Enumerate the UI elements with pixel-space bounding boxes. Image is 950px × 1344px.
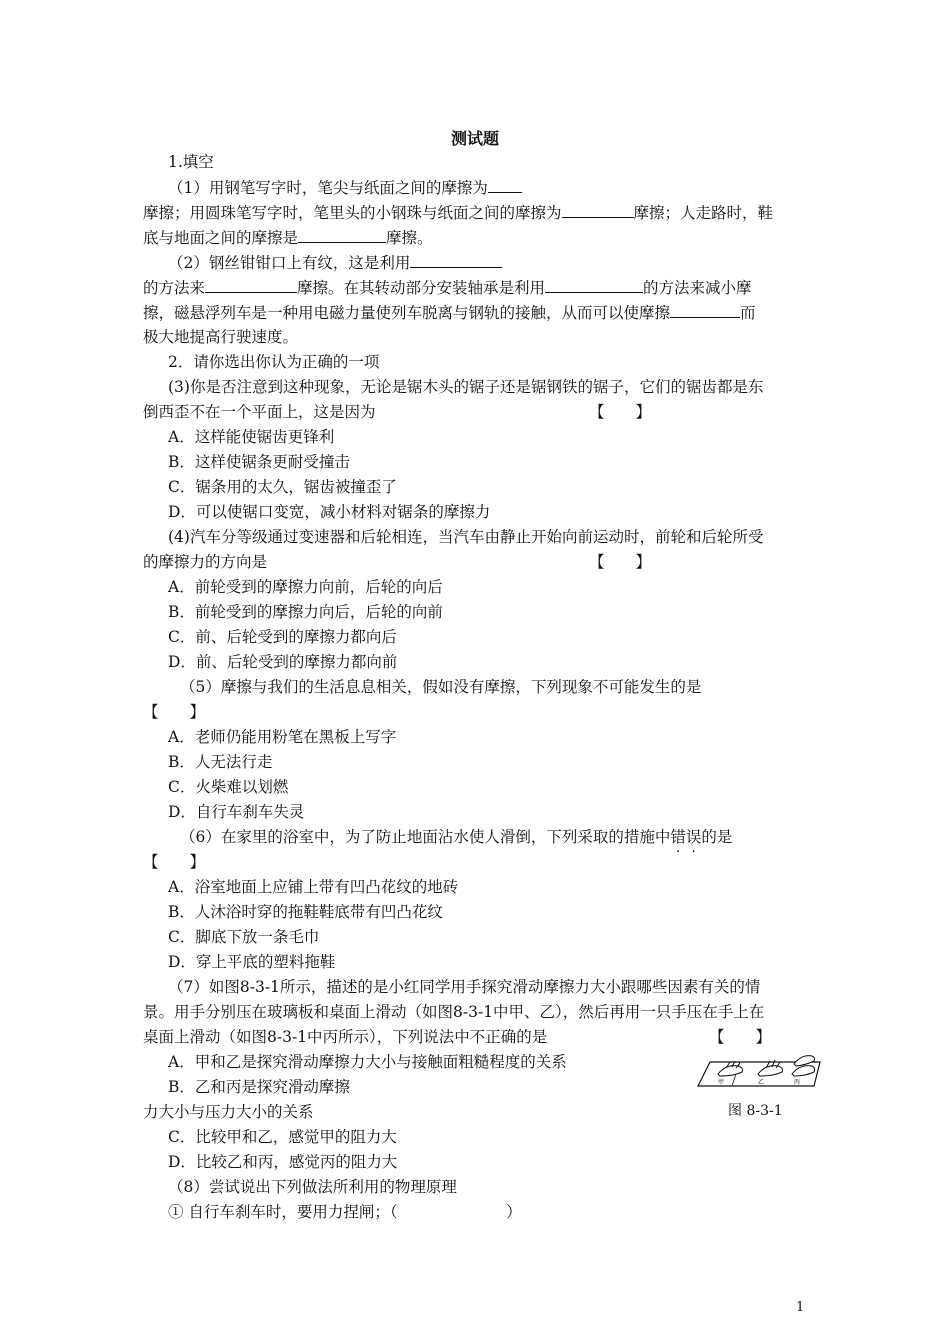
q4-option-a: A．前轮受到的摩擦力向前，后轮的向后: [168, 578, 443, 596]
q4-line-1: (4)汽车分等级通过变速器和后轮相连，当汽车由静止开始向前运动时，前轮和后轮所受: [168, 528, 764, 546]
q8-line-1: （8）尝试说出下列做法所利用的物理原理: [168, 1178, 457, 1196]
q4-option-d: D．前、后轮受到的摩擦力都向前: [168, 653, 398, 671]
answer-bracket: 【 】: [709, 1028, 772, 1046]
q3-option-d: D．可以使锯口变宽，减小材料对锯条的摩擦力: [168, 503, 491, 521]
q4-option-b: B．前轮受到的摩擦力向后，后轮的向前: [168, 603, 443, 621]
q6-bracket: 【 】: [143, 853, 206, 871]
q4-line-2: [143, 550, 808, 574]
q2-text-b2: 摩擦。在其转动部分安装轴承是利用: [297, 279, 546, 297]
answer-bracket: 【 】: [589, 403, 652, 421]
blank: [488, 175, 522, 193]
q8-item-1: ① 自行车刹车时，要用力捏闸；（ ）: [168, 1203, 522, 1221]
emphasis-char: 误: [685, 828, 702, 846]
section-2-heading: 2．请你选出你认为正确的一项: [168, 353, 380, 371]
q5-option-d: D．自行车刹车失灵: [168, 803, 305, 821]
q3-option-b: B．这样使锯条更耐受撞击: [168, 453, 350, 471]
blank: [670, 300, 740, 318]
q2-text-b1: 的方法来: [143, 279, 206, 297]
blank: [205, 275, 297, 293]
section-1-heading: 1.填空: [168, 153, 214, 171]
q5-option-a: A．老师仍能用粉笔在黑板上写字: [168, 728, 397, 746]
q2-line-2: [143, 275, 808, 300]
answer-bracket: 【 】: [589, 553, 652, 571]
q7-option-a: A．甲和乙是探究滑动摩擦力大小与接触面粗糙程度的关系: [168, 1053, 567, 1071]
q1-line-1: [168, 175, 833, 200]
figure-label-yi: 乙: [758, 1079, 765, 1086]
page-number: 1: [796, 1300, 805, 1315]
blank: [562, 200, 634, 218]
hand-icon: [758, 1066, 783, 1076]
q7-option-b-cont: 力大小与压力大小的关系: [143, 1103, 314, 1121]
q7-line-2: 景。用手分别压在玻璃板和桌面上滑动（如图8-3-1中甲、乙），然后再用一只手压在手上在: [143, 1003, 765, 1021]
q2-text-a: （2）钢丝钳钳口上有纹，这是利用: [168, 254, 411, 272]
q7-line-3: [143, 1025, 808, 1049]
q2-text-c2: 而: [740, 304, 756, 322]
q6-line-1: [180, 825, 808, 849]
q4-text-b: 的摩擦力的方向是: [143, 553, 268, 571]
q2-line-4: 极大地提高行驶速度。: [143, 328, 299, 346]
q2-text-b3: 的方法来减小摩: [643, 279, 752, 297]
q3-line-1: (3)你是否注意到这种现象，无论是锯木头的锯子还是锯钢铁的锯子，它们的锯齿都是东: [168, 378, 764, 396]
q7-option-d: D．比较乙和丙，感觉丙的阻力大: [168, 1153, 398, 1171]
q2-line-1: [168, 250, 833, 275]
blank: [298, 225, 386, 243]
q4-option-c: C．前、后轮受到的摩擦力都向后: [168, 628, 397, 646]
q3-text-b: 倒西歪不在一个平面上，这是因为: [143, 403, 376, 421]
q1-text-b1: 摩擦；用圆珠笔写字时，笔里头的小钢珠与纸面之间的摩擦为: [143, 204, 562, 222]
q6-text-end: 的是: [701, 828, 733, 846]
q6-option-a: A．浴室地面上应铺上带有凹凸花纹的地砖: [168, 878, 459, 896]
q7-line-1: （7）如图8-3-1所示，描述的是小红同学用手探究滑动摩擦力大小跟哪些因素有关的情: [168, 978, 761, 996]
q5-option-b: B．人无法行走: [168, 753, 273, 771]
q5-option-c: C．火柴难以划燃: [168, 778, 289, 796]
q1-text-b2: 摩擦；人走路时，鞋: [633, 204, 774, 222]
page-title: 测试题: [450, 129, 499, 148]
figure-label-bing: 丙: [794, 1079, 801, 1086]
q7-text-c: 桌面上滑动（如图8-3-1中丙所示），下列说法中不正确的是: [143, 1028, 548, 1046]
blank: [545, 275, 643, 293]
hand-icon: [718, 1066, 743, 1076]
figure-label-jia: 甲: [718, 1079, 725, 1086]
q6-option-c: C．脚底下放一条毛巾: [168, 928, 320, 946]
q7-option-b: B．乙和丙是探究滑动摩擦: [168, 1078, 350, 1096]
q1-text-a: （1）用钢笔写字时，笔尖与纸面之间的摩擦为: [168, 179, 488, 197]
q1-line-2: [143, 200, 808, 225]
q6-option-d: D．穿上平底的塑料拖鞋: [168, 953, 336, 971]
q3-option-a: A．这样能使锯齿更锋利: [168, 428, 335, 446]
q2-line-3: [143, 300, 808, 325]
blank: [410, 250, 502, 268]
q2-text-c1: 擦，磁悬浮列车是一种用电磁力量使列车脱离与钢轨的接触，从而可以使摩擦: [143, 304, 671, 322]
q7-option-c: C．比较甲和乙，感觉甲的阻力大: [168, 1128, 397, 1146]
q1-text-c1: 底与地面之间的摩擦是: [143, 229, 299, 247]
stacked-hand-icon: [794, 1056, 815, 1066]
figure-caption: 图 8-3-1: [728, 1103, 783, 1119]
q6-option-b: B．人沐浴时穿的拖鞋鞋底带有凹凸花纹: [168, 903, 443, 921]
emphasis-char: 错: [670, 828, 686, 846]
q1-text-c2: 摩擦。: [386, 229, 433, 247]
q6-text-a: （6）在家里的浴室中，为了防止地面沾水使人滑倒，下列采取的措施中: [180, 828, 671, 846]
friction-hands-figure: [688, 1048, 824, 1094]
q1-line-3: [143, 225, 808, 250]
q3-option-c: C．锯条用的太久，锯齿被撞歪了: [168, 478, 397, 496]
q5-bracket: 【 】: [143, 703, 206, 721]
q3-line-2: [143, 400, 808, 424]
q5-line-1: （5）摩擦与我们的生活息息相关，假如没有摩擦，下列现象不可能发生的是: [180, 678, 702, 696]
hand-icon: [792, 1066, 815, 1076]
